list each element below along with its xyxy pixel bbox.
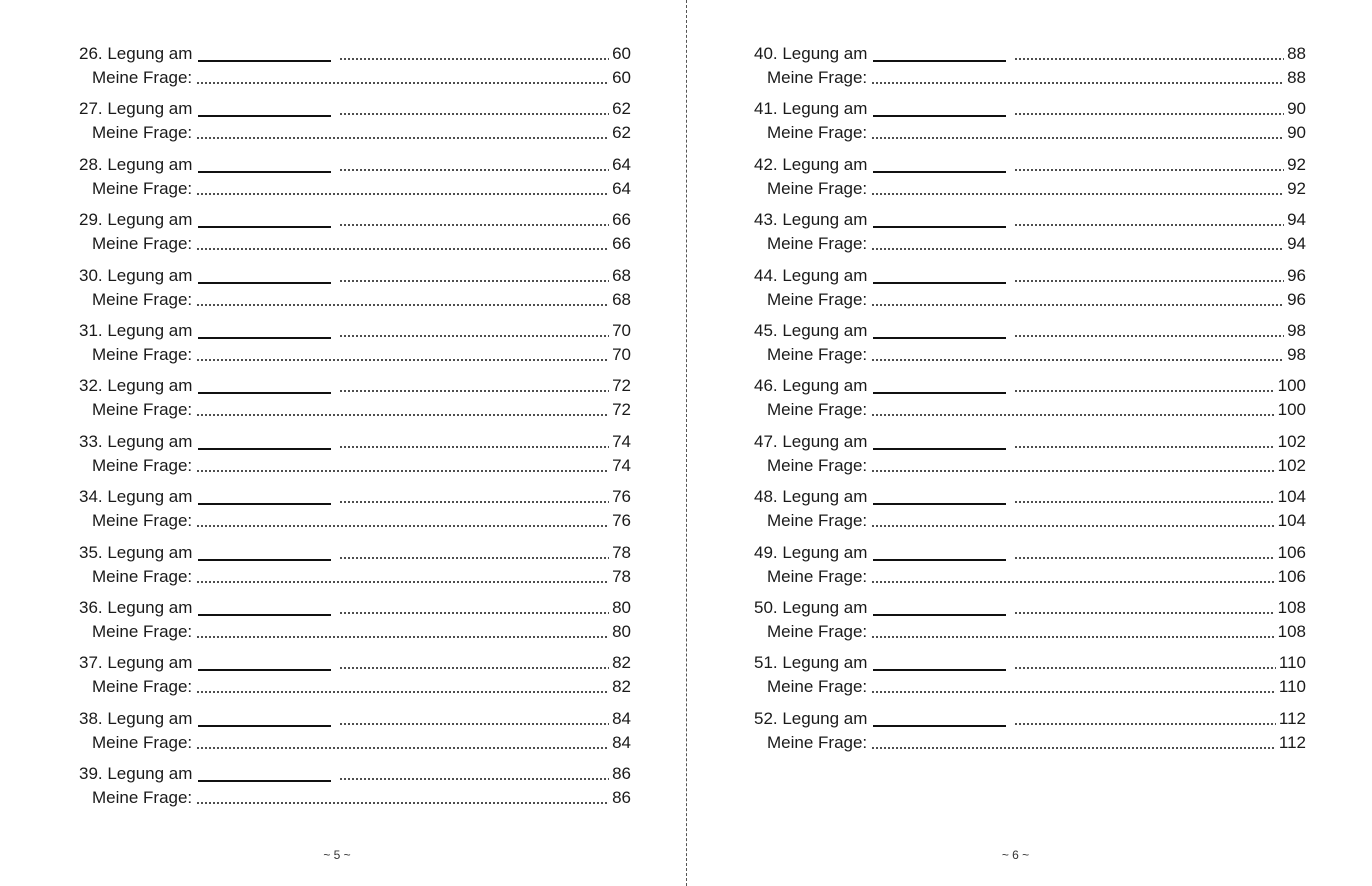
- dot-leader: [1014, 446, 1274, 448]
- frage-line: [754, 673, 1306, 697]
- legung-label: 48. Legung am: [754, 487, 868, 507]
- frage-line: [79, 452, 631, 476]
- legung-line: [754, 372, 1306, 396]
- date-blank-line: [873, 614, 1006, 616]
- date-blank-line: [873, 669, 1006, 671]
- page-ref: 84: [612, 708, 631, 728]
- page-ref: 70: [612, 344, 631, 364]
- date-blank-line: [198, 669, 331, 671]
- dot-leader: [1014, 58, 1284, 60]
- frage-label: Meine Frage:: [767, 68, 868, 87]
- page-ref: 100: [1277, 400, 1306, 420]
- dot-leader: [871, 581, 1274, 583]
- page-ref: 66: [612, 210, 631, 230]
- page-ref: 88: [1287, 68, 1306, 87]
- page-ref: 100: [1277, 376, 1306, 396]
- frage-label: Meine Frage:: [767, 400, 868, 420]
- frage-label: Meine Frage:: [92, 344, 193, 364]
- legung-label: 38. Legung am: [79, 708, 193, 728]
- frage-line: [79, 618, 631, 642]
- dot-leader: [196, 636, 609, 638]
- legung-label: 32. Legung am: [79, 376, 193, 396]
- dot-leader: [339, 280, 609, 282]
- date-blank-line: [198, 226, 331, 228]
- legung-line: [79, 372, 631, 396]
- legung-line: [754, 483, 1306, 507]
- legung-label: 52. Legung am: [754, 708, 868, 728]
- legung-line: [754, 649, 1306, 673]
- toc-entry: [754, 372, 1306, 427]
- legung-label: 36. Legung am: [79, 597, 193, 617]
- date-blank-line: [873, 115, 1006, 117]
- date-blank-line: [873, 171, 1006, 173]
- page-ref: 94: [1287, 234, 1306, 254]
- legung-line: [79, 151, 631, 175]
- page-ref: 96: [1287, 265, 1306, 285]
- legung-line: [754, 428, 1306, 452]
- toc-entry: [79, 95, 631, 150]
- page-ref: 82: [612, 653, 631, 673]
- page-ref: 80: [612, 621, 631, 641]
- date-blank-line: [198, 780, 331, 782]
- legung-label: 29. Legung am: [79, 210, 193, 230]
- page-ref: 104: [1277, 511, 1306, 531]
- page-ref: 60: [612, 44, 631, 63]
- page-number: ~ 5 ~: [323, 848, 351, 862]
- dot-leader: [871, 414, 1274, 416]
- dot-leader: [1014, 501, 1274, 503]
- toc-list: [79, 40, 631, 815]
- frage-label: Meine Frage:: [92, 511, 193, 531]
- legung-line: [754, 594, 1306, 618]
- dot-leader: [871, 137, 1284, 139]
- legung-label: 35. Legung am: [79, 542, 193, 562]
- frage-label: Meine Frage:: [767, 621, 868, 641]
- page-ref: 60: [612, 68, 631, 87]
- page-ref: 92: [1287, 178, 1306, 198]
- dot-leader: [196, 193, 609, 195]
- dot-leader: [196, 248, 609, 250]
- frage-label: Meine Frage:: [767, 566, 868, 586]
- toc-entry: [79, 705, 631, 760]
- page-ref: 70: [612, 320, 631, 340]
- page-ref: 72: [612, 400, 631, 420]
- frage-label: Meine Frage:: [92, 400, 193, 420]
- date-blank-line: [873, 392, 1006, 394]
- frage-label: Meine Frage:: [92, 178, 193, 198]
- page-ref: 90: [1287, 123, 1306, 143]
- page-ref: 102: [1277, 455, 1306, 475]
- date-blank-line: [198, 392, 331, 394]
- page-ref: 88: [1287, 44, 1306, 63]
- dot-leader: [339, 501, 609, 503]
- date-blank-line: [873, 559, 1006, 561]
- frage-label: Meine Frage:: [767, 455, 868, 475]
- date-blank-line: [873, 226, 1006, 228]
- page-ref: 62: [612, 99, 631, 119]
- dot-leader: [1014, 667, 1275, 669]
- dot-leader: [1014, 390, 1274, 392]
- dot-leader: [871, 747, 1276, 749]
- legung-label: 27. Legung am: [79, 99, 193, 119]
- frage-line: [754, 341, 1306, 365]
- date-blank-line: [198, 448, 331, 450]
- frage-line: [79, 341, 631, 365]
- dot-leader: [339, 335, 609, 337]
- page-ref: 112: [1278, 732, 1306, 752]
- frage-label: Meine Frage:: [767, 344, 868, 364]
- legung-line: [79, 262, 631, 286]
- page-right: [687, 0, 1372, 886]
- page-ref: 98: [1287, 344, 1306, 364]
- page-ref: 96: [1287, 289, 1306, 309]
- page-ref: 74: [612, 455, 631, 475]
- page-ref: 110: [1278, 677, 1306, 697]
- legung-line: [754, 206, 1306, 230]
- legung-label: 41. Legung am: [754, 99, 868, 119]
- frage-line: [79, 673, 631, 697]
- date-blank-line: [873, 725, 1006, 727]
- legung-label: 43. Legung am: [754, 210, 868, 230]
- toc-entry: [79, 594, 631, 649]
- page-ref: 68: [612, 289, 631, 309]
- frage-line: [79, 784, 631, 808]
- dot-leader: [871, 193, 1284, 195]
- frage-line: [754, 119, 1306, 143]
- dot-leader: [196, 525, 609, 527]
- legung-label: 45. Legung am: [754, 320, 868, 340]
- toc-entry: [79, 151, 631, 206]
- frage-line: [754, 64, 1306, 88]
- legung-line: [754, 40, 1306, 64]
- page-ref: 94: [1287, 210, 1306, 230]
- toc-entry: [754, 483, 1306, 538]
- frage-line: [79, 396, 631, 420]
- toc-entry: [754, 649, 1306, 704]
- toc-entry: [79, 262, 631, 317]
- page-ref: 90: [1287, 99, 1306, 119]
- frage-label: Meine Frage:: [92, 732, 193, 752]
- dot-leader: [339, 58, 609, 60]
- page-ref: 98: [1287, 320, 1306, 340]
- page-ref: 86: [612, 764, 631, 784]
- dot-leader: [871, 470, 1274, 472]
- legung-line: [79, 705, 631, 729]
- legung-label: 51. Legung am: [754, 653, 868, 673]
- dot-leader: [1014, 557, 1274, 559]
- legung-label: 47. Legung am: [754, 431, 868, 451]
- frage-line: [79, 286, 631, 310]
- page-ref: 78: [612, 542, 631, 562]
- toc-entry: [79, 428, 631, 483]
- frage-label: Meine Frage:: [767, 732, 868, 752]
- legung-line: [79, 649, 631, 673]
- toc-list: [754, 40, 1306, 760]
- toc-entry: [754, 594, 1306, 649]
- dot-leader: [1014, 113, 1284, 115]
- legung-line: [754, 705, 1306, 729]
- dot-leader: [339, 778, 609, 780]
- page-ref: 110: [1278, 653, 1306, 673]
- page-ref: 74: [612, 431, 631, 451]
- legung-line: [79, 206, 631, 230]
- date-blank-line: [198, 503, 331, 505]
- legung-line: [754, 95, 1306, 119]
- page-ref: 64: [612, 178, 631, 198]
- dot-leader: [196, 414, 609, 416]
- frage-label: Meine Frage:: [767, 511, 868, 531]
- toc-entry: [754, 95, 1306, 150]
- dot-leader: [339, 612, 609, 614]
- frage-line: [79, 175, 631, 199]
- dot-leader: [196, 581, 609, 583]
- dot-leader: [871, 636, 1274, 638]
- legung-line: [754, 262, 1306, 286]
- frage-line: [754, 286, 1306, 310]
- dot-leader: [871, 304, 1284, 306]
- toc-entry: [79, 40, 631, 95]
- dot-leader: [196, 137, 609, 139]
- legung-label: 44. Legung am: [754, 265, 868, 285]
- date-blank-line: [873, 503, 1006, 505]
- page-ref: 78: [612, 566, 631, 586]
- date-blank-line: [198, 725, 331, 727]
- toc-entry: [79, 206, 631, 261]
- date-blank-line: [198, 171, 331, 173]
- frage-label: Meine Frage:: [92, 68, 193, 87]
- legung-line: [754, 539, 1306, 563]
- page-ref: 76: [612, 487, 631, 507]
- toc-entry: [754, 151, 1306, 206]
- legung-label: 26. Legung am: [79, 44, 193, 63]
- toc-entry: [754, 40, 1306, 95]
- date-blank-line: [198, 614, 331, 616]
- frage-line: [79, 563, 631, 587]
- dot-leader: [1014, 224, 1284, 226]
- frage-label: Meine Frage:: [767, 123, 868, 143]
- date-blank-line: [198, 115, 331, 117]
- page-ref: 64: [612, 154, 631, 174]
- dot-leader: [196, 82, 609, 84]
- page-number: ~ 6 ~: [1001, 848, 1030, 862]
- dot-leader: [1014, 280, 1284, 282]
- dot-leader: [339, 169, 609, 171]
- page-ref: 76: [612, 511, 631, 531]
- date-blank-line: [873, 337, 1006, 339]
- frage-label: Meine Frage:: [92, 455, 193, 475]
- frage-line: [754, 507, 1306, 531]
- dot-leader: [339, 446, 609, 448]
- page-ref: 106: [1277, 566, 1306, 586]
- legung-label: 42. Legung am: [754, 154, 868, 174]
- date-blank-line: [198, 559, 331, 561]
- dot-leader: [196, 470, 609, 472]
- legung-label: 46. Legung am: [754, 376, 868, 396]
- frage-line: [79, 119, 631, 143]
- dot-leader: [196, 359, 609, 361]
- page-ref: 108: [1277, 621, 1306, 641]
- dot-leader: [339, 113, 609, 115]
- dot-leader: [196, 304, 609, 306]
- toc-entry: [754, 539, 1306, 594]
- toc-entry: [79, 649, 631, 704]
- legung-label: 34. Legung am: [79, 487, 193, 507]
- page-ref: 106: [1277, 542, 1306, 562]
- toc-entry: [754, 317, 1306, 372]
- dot-leader: [871, 359, 1284, 361]
- frage-label: Meine Frage:: [92, 234, 193, 254]
- toc-entry: [79, 317, 631, 372]
- legung-label: 39. Legung am: [79, 764, 193, 784]
- dot-leader: [339, 667, 609, 669]
- page-ref: 104: [1277, 487, 1306, 507]
- page-ref: 92: [1287, 154, 1306, 174]
- legung-label: 50. Legung am: [754, 597, 868, 617]
- frage-label: Meine Frage:: [767, 677, 868, 697]
- dot-leader: [1014, 169, 1284, 171]
- page-ref: 68: [612, 265, 631, 285]
- dot-leader: [339, 224, 609, 226]
- page-ref: 80: [612, 597, 631, 617]
- dot-leader: [196, 802, 609, 804]
- legung-label: 31. Legung am: [79, 320, 193, 340]
- legung-line: [79, 539, 631, 563]
- toc-entry: [79, 539, 631, 594]
- date-blank-line: [198, 337, 331, 339]
- legung-label: 40. Legung am: [754, 44, 868, 63]
- dot-leader: [1014, 335, 1284, 337]
- frage-line: [754, 563, 1306, 587]
- toc-entry: [754, 262, 1306, 317]
- page-ref: 108: [1277, 597, 1306, 617]
- page-ref: 62: [612, 123, 631, 143]
- frage-line: [754, 452, 1306, 476]
- dot-leader: [339, 723, 609, 725]
- legung-line: [79, 40, 631, 64]
- toc-entry: [754, 206, 1306, 261]
- page-ref: 86: [612, 788, 631, 808]
- date-blank-line: [198, 282, 331, 284]
- frage-line: [754, 729, 1306, 753]
- legung-line: [79, 95, 631, 119]
- page-ref: 102: [1277, 431, 1306, 451]
- frage-line: [754, 618, 1306, 642]
- date-blank-line: [873, 60, 1006, 62]
- date-blank-line: [873, 282, 1006, 284]
- toc-entry: [79, 372, 631, 427]
- page-ref: 84: [612, 732, 631, 752]
- page-ref: 66: [612, 234, 631, 254]
- page-ref: 82: [612, 677, 631, 697]
- dot-leader: [1014, 612, 1274, 614]
- frage-line: [754, 230, 1306, 254]
- dot-leader: [871, 82, 1284, 84]
- legung-label: 49. Legung am: [754, 542, 868, 562]
- frage-label: Meine Frage:: [767, 289, 868, 309]
- dot-leader: [196, 691, 609, 693]
- legung-line: [79, 594, 631, 618]
- page-ref: 112: [1278, 708, 1306, 728]
- frage-label: Meine Frage:: [92, 123, 193, 143]
- toc-entry: [754, 428, 1306, 483]
- frage-line: [79, 729, 631, 753]
- legung-line: [754, 151, 1306, 175]
- legung-line: [79, 483, 631, 507]
- date-blank-line: [198, 60, 331, 62]
- frage-label: Meine Frage:: [92, 566, 193, 586]
- legung-line: [79, 428, 631, 452]
- legung-label: 33. Legung am: [79, 431, 193, 451]
- frage-line: [79, 64, 631, 88]
- frage-label: Meine Frage:: [92, 788, 193, 808]
- dot-leader: [339, 390, 609, 392]
- page-ref: 72: [612, 376, 631, 396]
- frage-label: Meine Frage:: [767, 234, 868, 254]
- legung-label: 30. Legung am: [79, 265, 193, 285]
- dot-leader: [339, 557, 609, 559]
- toc-entry: [79, 483, 631, 538]
- legung-line: [754, 317, 1306, 341]
- legung-label: 37. Legung am: [79, 653, 193, 673]
- frage-line: [754, 175, 1306, 199]
- dot-leader: [1014, 723, 1275, 725]
- toc-entry: [754, 705, 1306, 760]
- legung-label: 28. Legung am: [79, 154, 193, 174]
- toc-entry: [79, 760, 631, 815]
- frage-line: [79, 230, 631, 254]
- dot-leader: [871, 248, 1284, 250]
- dot-leader: [196, 747, 609, 749]
- legung-line: [79, 760, 631, 784]
- frage-line: [754, 396, 1306, 420]
- dot-leader: [871, 525, 1274, 527]
- dot-leader: [871, 691, 1276, 693]
- frage-label: Meine Frage:: [92, 677, 193, 697]
- frage-label: Meine Frage:: [92, 289, 193, 309]
- frage-label: Meine Frage:: [92, 621, 193, 641]
- date-blank-line: [873, 448, 1006, 450]
- legung-line: [79, 317, 631, 341]
- frage-line: [79, 507, 631, 531]
- frage-label: Meine Frage:: [767, 178, 868, 198]
